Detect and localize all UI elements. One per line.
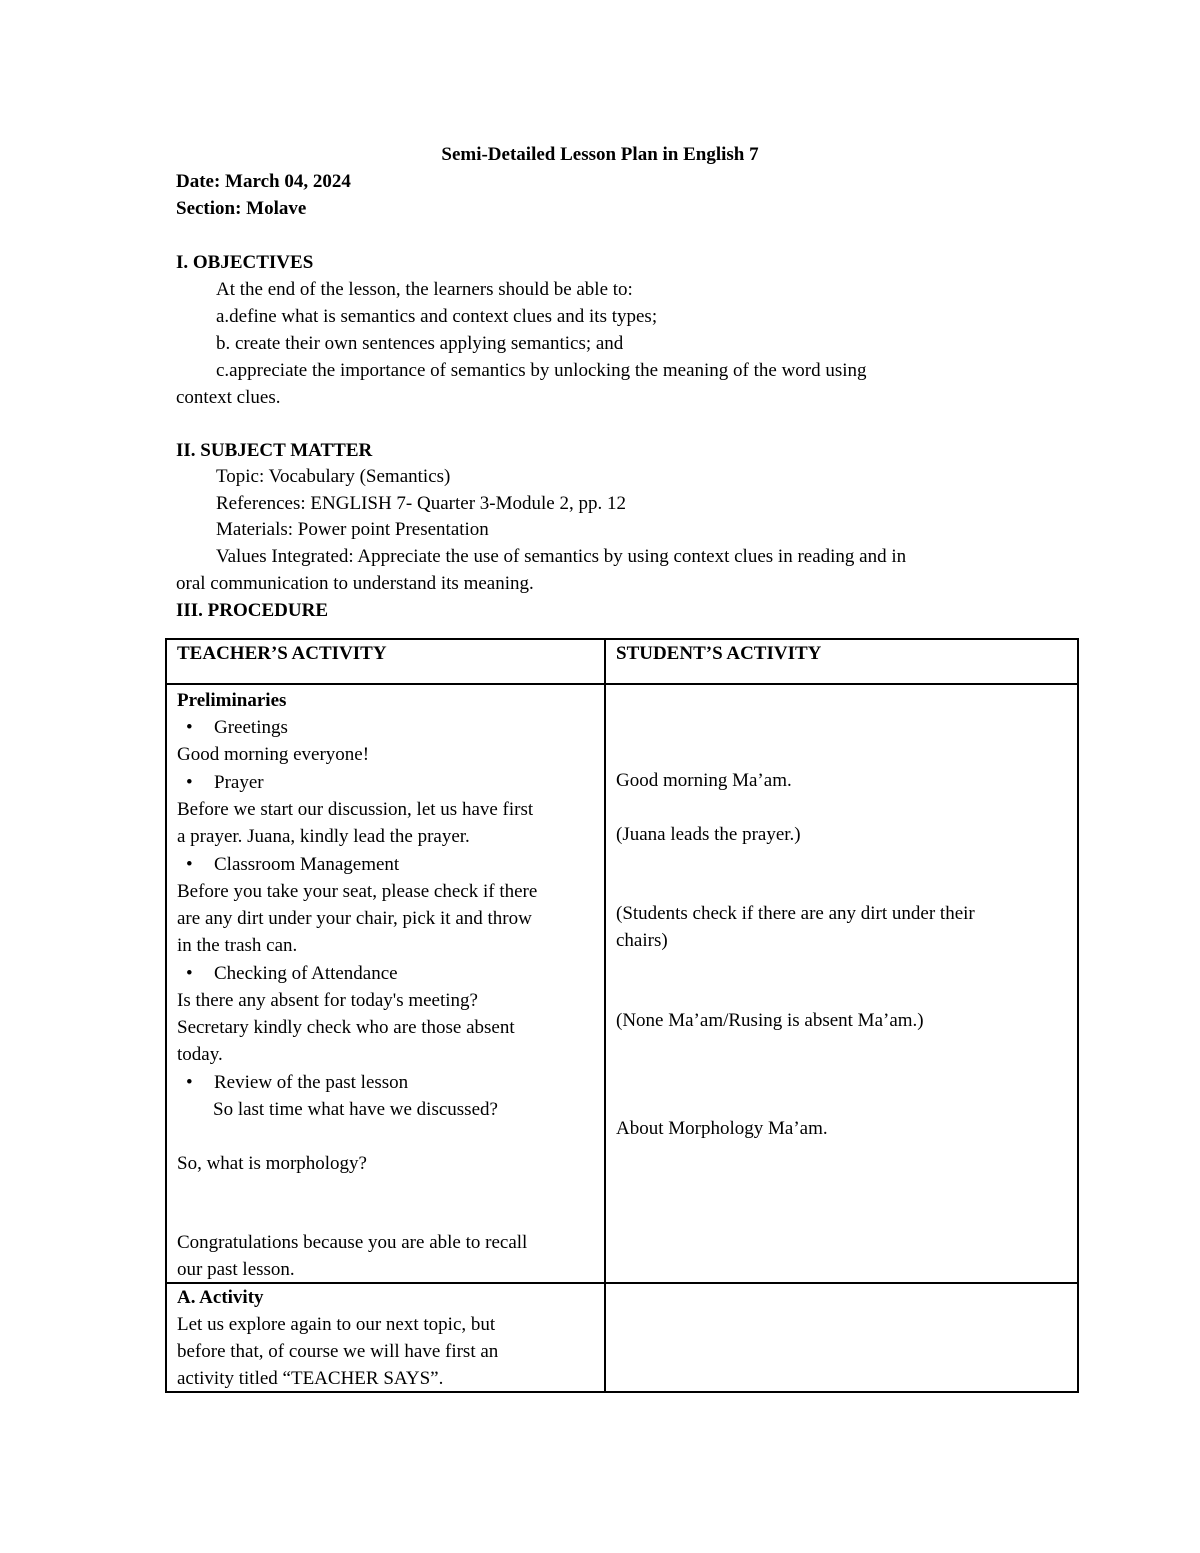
student-line: (Students check if there are any dirt under their (616, 903, 975, 924)
bullet-item: • Checking of Attendance (214, 960, 398, 987)
objectives-heading: I. OBJECTIVES (176, 252, 314, 273)
teacher-line: Before we start our discussion, let us have first (177, 799, 534, 820)
table-header-row (166, 639, 1078, 684)
references-line: References: ENGLISH 7- Quarter 3-Module 2, pp. 12 (216, 493, 626, 514)
teacher-line: are any dirt under your chair, pick it and throw (177, 908, 532, 929)
teacher-line: a prayer. Juana, kindly lead the prayer. (177, 826, 470, 847)
bullet-item: • Review of the past lesson (214, 1069, 408, 1096)
table-row (166, 1283, 1078, 1392)
teacher-line: Secretary kindly check who are those absent (177, 1017, 515, 1038)
procedure-heading: III. PROCEDURE (176, 600, 329, 621)
bullet-icon: • (186, 963, 193, 984)
student-preliminaries-cell (605, 684, 1078, 1283)
values-line: Values Integrated: Appreciate the use of semantics by using context clues in reading and in (216, 546, 907, 567)
teacher-line: Good morning everyone! (177, 744, 370, 765)
bullet-item: • Classroom Management (214, 851, 399, 878)
teacher-preliminaries-cell (166, 684, 605, 1283)
activity-heading: A. Activity (177, 1287, 264, 1308)
student-line: About Morphology Ma’am. (616, 1118, 828, 1139)
teacher-line: Is there any absent for today's meeting? (177, 990, 478, 1011)
preliminaries-heading: Preliminaries (177, 690, 287, 711)
bullet-icon: • (186, 1072, 193, 1093)
topic-line: Topic: Vocabulary (Semantics) (216, 466, 451, 487)
section-line: Section: Molave (176, 198, 307, 219)
bullet-icon: • (186, 854, 193, 875)
objective-c-cont: context clues. (176, 387, 281, 408)
student-line: (None Ma’am/Rusing is absent Ma’am.) (616, 1010, 924, 1031)
header-student: STUDENT’S ACTIVITY (605, 639, 1078, 684)
bullet-icon: • (186, 717, 193, 738)
teacher-activity-cell (166, 1283, 605, 1392)
table-row (166, 684, 1078, 1283)
page-title: Semi-Detailed Lesson Plan in English 7 (441, 144, 759, 165)
date-line: Date: March 04, 2024 (176, 171, 351, 192)
objectives-intro: At the end of the lesson, the learners should be able to: (216, 279, 633, 300)
teacher-line: activity titled “TEACHER SAYS”. (177, 1368, 444, 1389)
objective-a: a.define what is semantics and context clues and its types; (216, 306, 658, 327)
teacher-line: Let us explore again to our next topic, but (177, 1314, 496, 1335)
values-line-cont: oral communication to understand its meaning. (176, 573, 534, 594)
materials-line: Materials: Power point Presentation (216, 519, 489, 540)
teacher-line: our past lesson. (177, 1259, 295, 1280)
teacher-line: in the trash can. (177, 935, 298, 956)
student-line: Good morning Ma’am. (616, 770, 792, 791)
teacher-line: Congratulations because you are able to recall (177, 1232, 528, 1253)
objective-b: b. create their own sentences applying semantics; and (216, 333, 624, 354)
teacher-line: before that, of course we will have first an (177, 1341, 499, 1362)
student-line: chairs) (616, 930, 668, 951)
bullet-icon: • (186, 772, 193, 793)
teacher-line: today. (177, 1044, 223, 1065)
teacher-line: So, what is morphology? (177, 1153, 367, 1174)
student-activity-cell (605, 1283, 1078, 1392)
bullet-item: • Prayer (214, 769, 264, 796)
subject-matter-heading: II. SUBJECT MATTER (176, 440, 373, 461)
bullet-item: • Greetings (214, 714, 288, 741)
header-teacher: TEACHER’S ACTIVITY (166, 639, 605, 684)
procedure-table (165, 638, 1079, 1393)
teacher-line: Before you take your seat, please check if there (177, 881, 538, 902)
teacher-line: So last time what have we discussed? (213, 1099, 498, 1120)
student-line: (Juana leads the prayer.) (616, 824, 801, 845)
objective-c: c.appreciate the importance of semantics by unlocking the meaning of the word using (216, 360, 867, 381)
